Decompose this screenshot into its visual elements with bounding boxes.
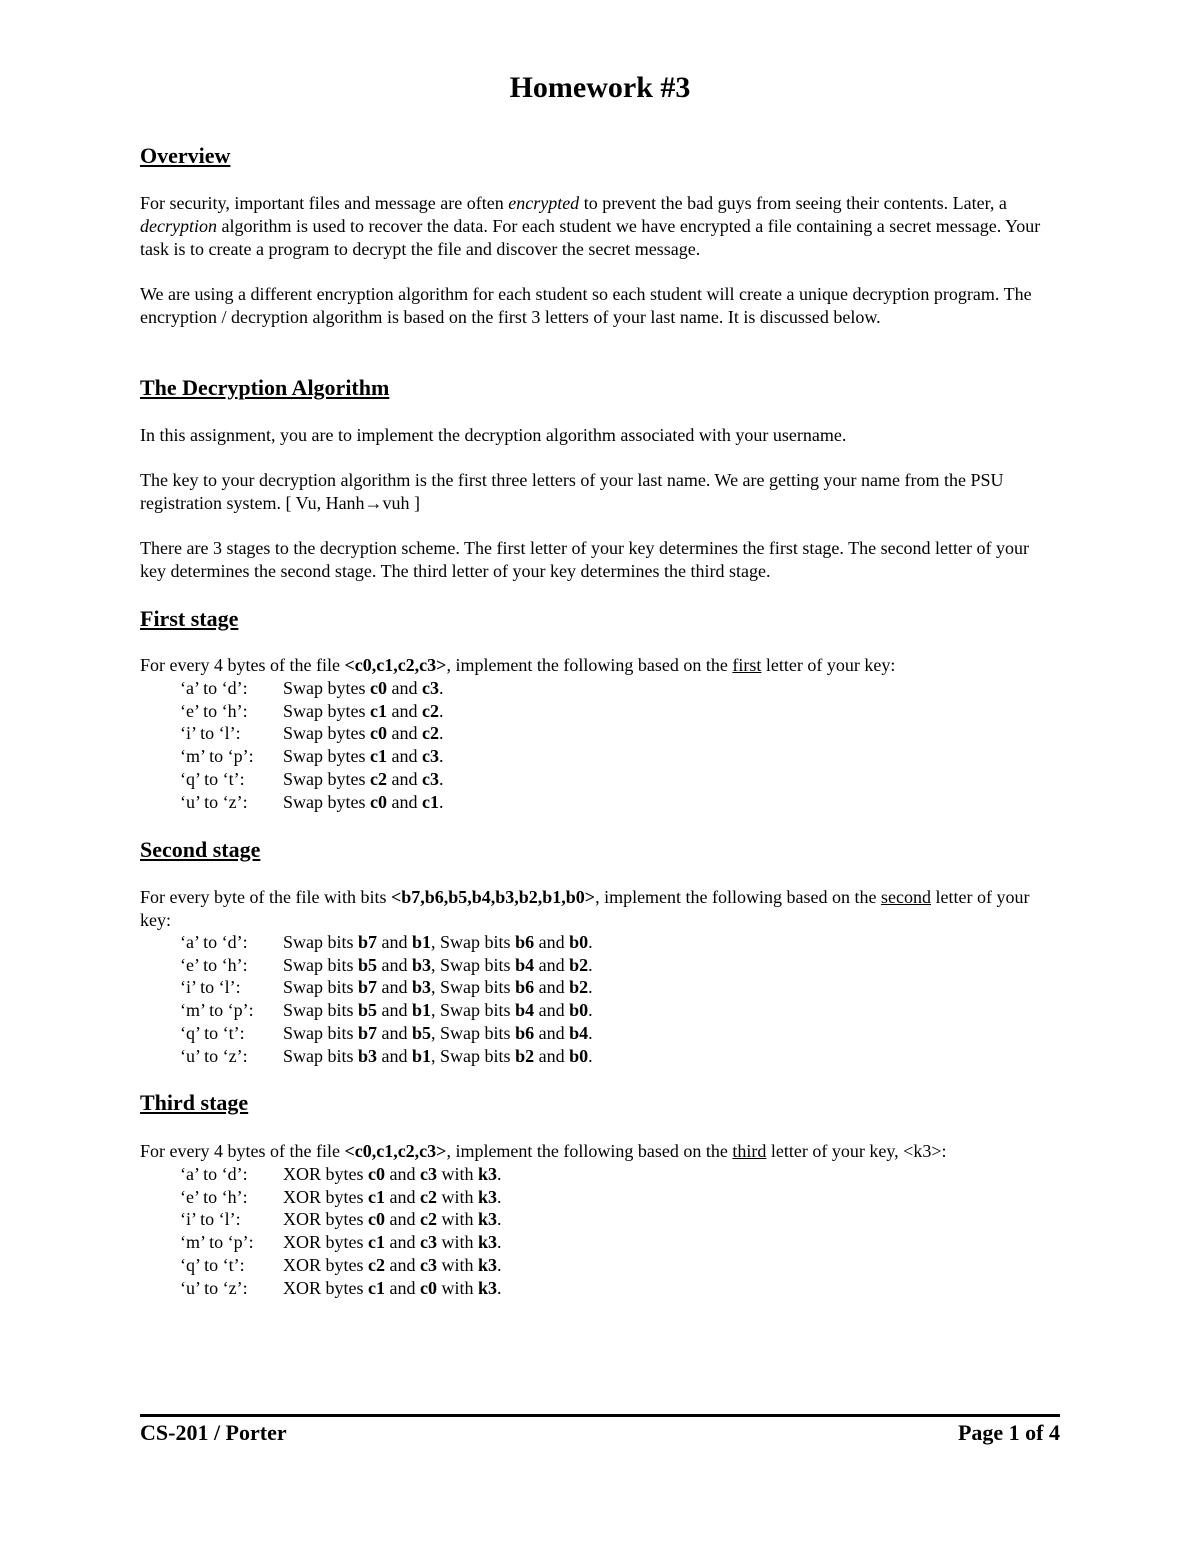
rule-action: Swap bits b5 and b3, Swap bits b4 and b2. [283, 954, 593, 975]
rule-item [140, 954, 1055, 977]
rule-item [140, 1231, 1055, 1254]
rule-range: ‘m’ to ‘p’: [180, 746, 254, 767]
rule-range: ‘e’ to ‘h’: [180, 700, 248, 721]
rule-action: XOR bytes c2 and c3 with k3. [283, 1254, 502, 1275]
rule-item [140, 791, 1055, 814]
rule-range: ‘q’ to ‘t’: [180, 1022, 245, 1043]
rule-action: XOR bytes c1 and c0 with k3. [283, 1277, 502, 1298]
rule-action: Swap bits b7 and b3, Swap bits b6 and b2. [283, 977, 593, 998]
algorithm-heading: The Decryption Algorithm [140, 375, 390, 400]
rule-range: ‘q’ to ‘t’: [180, 1254, 245, 1275]
third-stage-intro [140, 1140, 1055, 1163]
rule-action: Swap bytes c0 and c3. [283, 678, 444, 698]
bit-tuple: <b7,b6,b5,b4,b3,b2,b1,b0> [390, 887, 596, 907]
rule-action: Swap bytes c2 and c3. [283, 768, 444, 789]
rule-item [140, 931, 1055, 954]
overview-heading: Overview [140, 143, 231, 168]
third-stage-rules [140, 1163, 1055, 1299]
byte-tuple: <c0,c1,c2,c3> [344, 1141, 447, 1161]
rule-range: ‘i’ to ‘l’: [180, 723, 241, 744]
rule-range: ‘a’ to ‘d’: [180, 1164, 248, 1184]
text-run: letter of your key: [761, 655, 896, 675]
overview-paragraph-2: We are using a different encryption algorithm for each student so each student will create a unique decryption program. The encryption / decryption algorithm is based on the first 3 letters of your last name. It is discussed below. [140, 284, 1032, 327]
second-stage-rules [140, 931, 1055, 1067]
rule-range: ‘u’ to ‘z’: [180, 1045, 248, 1066]
rule-item [140, 1208, 1055, 1231]
text-run: For every 4 bytes of the file [140, 1141, 345, 1161]
text-run: letter of your key, <k3>: [766, 1141, 947, 1161]
rule-range: ‘a’ to ‘d’: [180, 678, 248, 698]
rule-range: ‘e’ to ‘h’: [180, 1186, 248, 1207]
rule-item [140, 1186, 1055, 1209]
rule-item [140, 1045, 1055, 1068]
underlined-word: second [881, 887, 931, 907]
rule-range: ‘q’ to ‘t’: [180, 768, 245, 789]
text-run: , implement the following based on the [446, 1141, 733, 1161]
rule-range: ‘e’ to ‘h’: [180, 954, 248, 975]
text-run: For every 4 bytes of the file [140, 655, 345, 675]
rule-action: XOR bytes c1 and c3 with k3. [283, 1232, 502, 1253]
rule-action: Swap bytes c0 and c2. [283, 723, 444, 744]
rule-item [140, 1277, 1055, 1300]
text-run: algorithm is used to recover the data. For each student we have encrypted a file containing a secret message. Your task is to create a program to decrypt the file and discover the secret message. [140, 216, 1041, 259]
rule-range: ‘u’ to ‘z’: [180, 1277, 248, 1298]
third-stage-heading: Third stage [140, 1090, 249, 1115]
rule-item [140, 1254, 1055, 1277]
footer-course: CS-201 / Porter [140, 1420, 287, 1445]
second-stage-intro [140, 886, 1055, 932]
rule-range: ‘u’ to ‘z’: [180, 791, 248, 812]
text-run: For security, important files and message are often [140, 193, 509, 213]
emphasis-encrypted: encrypted [508, 193, 580, 213]
rule-action: XOR bytes c1 and c2 with k3. [283, 1186, 502, 1207]
rule-action: Swap bytes c1 and c3. [283, 746, 444, 767]
page-title: Homework #3 [509, 71, 691, 104]
rule-range: ‘a’ to ‘d’: [180, 932, 248, 952]
rule-item [140, 768, 1055, 791]
rule-action: Swap bits b5 and b1, Swap bits b4 and b0. [283, 1000, 593, 1021]
rule-range: ‘i’ to ‘l’: [180, 1209, 241, 1230]
rule-range: ‘m’ to ‘p’: [180, 1000, 254, 1021]
rule-action: XOR bytes c0 and c3 with k3. [283, 1164, 502, 1184]
text-run: , implement the following based on the [595, 887, 882, 907]
rule-item [140, 1163, 1055, 1186]
second-stage-heading: Second stage [140, 837, 261, 862]
algorithm-paragraph-3: There are 3 stages to the decryption scheme. The first letter of your key determines the first stage. The second letter of your key determines the second stage. The third letter of your key determines the third stage. [140, 538, 1030, 581]
rule-action: Swap bytes c1 and c2. [283, 700, 444, 721]
first-stage-intro [140, 654, 1055, 677]
underlined-word: first [732, 655, 762, 675]
rule-item [140, 677, 1055, 700]
emphasis-decryption: decryption [140, 216, 217, 236]
document-page [140, 0, 1060, 1553]
rule-range: ‘m’ to ‘p’: [180, 1232, 254, 1253]
rule-item [140, 1022, 1055, 1045]
rule-range: ‘i’ to ‘l’: [180, 977, 241, 998]
algorithm-paragraph-1: In this assignment, you are to implement the decryption algorithm associated with your username. [140, 425, 847, 445]
rule-action: Swap bits b7 and b1, Swap bits b6 and b0. [283, 932, 593, 952]
rule-action: Swap bytes c0 and c1. [283, 791, 444, 812]
rule-item [140, 745, 1055, 768]
rule-item [140, 722, 1055, 745]
text-run: to prevent the bad guys from seeing their contents. Later, a [579, 193, 1007, 213]
text-run: letter of your key: [140, 887, 1030, 930]
rule-item [140, 999, 1055, 1022]
rule-action: Swap bits b3 and b1, Swap bits b2 and b0. [283, 1045, 593, 1066]
rule-item [140, 976, 1055, 999]
underlined-word: third [732, 1141, 767, 1161]
algorithm-paragraph-2: The key to your decryption algorithm is the first three letters of your last name. We are getting your name from the PSU registration system. [ Vu, Hanh→vuh ] [140, 470, 1004, 513]
text-run: , implement the following based on the [446, 655, 733, 675]
overview-paragraph-1 [140, 192, 1055, 261]
byte-tuple: <c0,c1,c2,c3> [344, 655, 447, 675]
rule-item [140, 700, 1055, 723]
text-run: For every byte of the file with bits [140, 887, 391, 907]
first-stage-rules [140, 677, 1055, 813]
footer-divider [140, 1414, 1060, 1417]
rule-action: Swap bits b7 and b5, Swap bits b6 and b4. [283, 1022, 593, 1043]
footer-page-number: Page 1 of 4 [957, 1420, 1060, 1445]
first-stage-heading: First stage [140, 606, 239, 631]
rule-action: XOR bytes c0 and c2 with k3. [283, 1209, 502, 1230]
